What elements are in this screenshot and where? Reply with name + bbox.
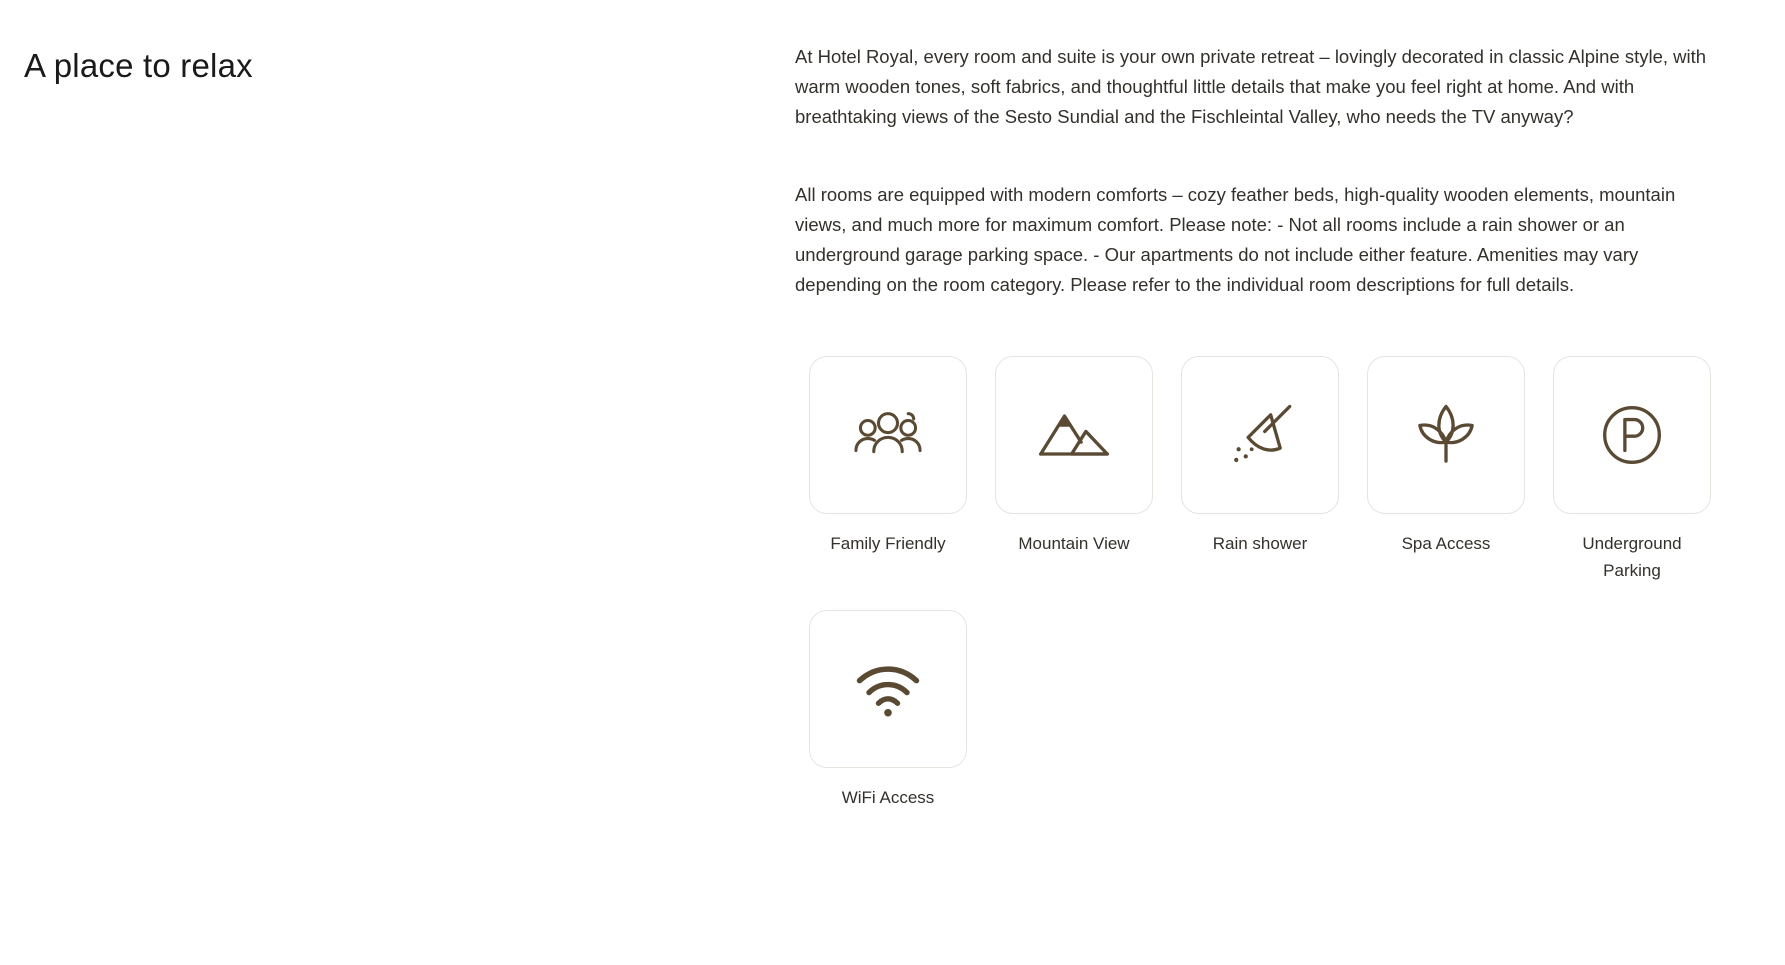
amenity-mountain-view <box>981 356 1167 584</box>
amenity-tile <box>809 610 967 768</box>
leaf-icon <box>1408 397 1484 473</box>
amenity-label: Rain shower <box>1212 534 1308 553</box>
amenity-label: Mountain View <box>1018 534 1130 553</box>
intro-paragraph: At Hotel Royal, every room and suite is your own private retreat – lovingly decorated in classic Alpine style, with warm wooden tones, soft fabrics, and thoughtful little details that make you feel right at home. And with breathtaking views of the Sesto Sundial and the Fischleintal Valley, who needs the TV anyway? <box>795 46 1707 127</box>
amenity-tile <box>1553 356 1711 514</box>
amenity-underground-parking <box>1539 356 1725 584</box>
amenity-rain-shower <box>1167 356 1353 584</box>
amenity-tile <box>809 356 967 514</box>
wifi-icon <box>850 651 926 727</box>
mountain-icon <box>1036 397 1112 473</box>
section-content-column <box>795 24 1785 965</box>
page-title: A place to relax <box>24 47 253 84</box>
amenity-spa-access <box>1353 356 1539 584</box>
amenity-family-friendly <box>795 356 981 584</box>
amenity-tile <box>995 356 1153 514</box>
amenity-tile <box>1181 356 1339 514</box>
amenity-label: Family Friendly <box>830 534 946 553</box>
amenity-label: Spa Access <box>1401 534 1491 553</box>
family-icon <box>850 397 926 473</box>
amenities-grid <box>795 356 1725 837</box>
amenity-tile <box>1367 356 1525 514</box>
shower-icon <box>1222 397 1298 473</box>
amenity-wifi-access <box>795 610 981 811</box>
section-heading-column <box>0 24 795 965</box>
details-paragraph: All rooms are equipped with modern comforts – cozy feather beds, high-quality wooden elements, mountain views, and much more for maximum comfort. Please note: - Not all rooms include a rain shower or an underground garage parking space. - Our apartments do not include either feature. Amenities may vary depending on the room category. Please refer to the individual room descriptions for full details. <box>795 184 1676 295</box>
amenity-label: WiFi Access <box>841 788 935 807</box>
parking-icon <box>1594 397 1670 473</box>
amenity-label: Underground Parking <box>1582 534 1682 580</box>
